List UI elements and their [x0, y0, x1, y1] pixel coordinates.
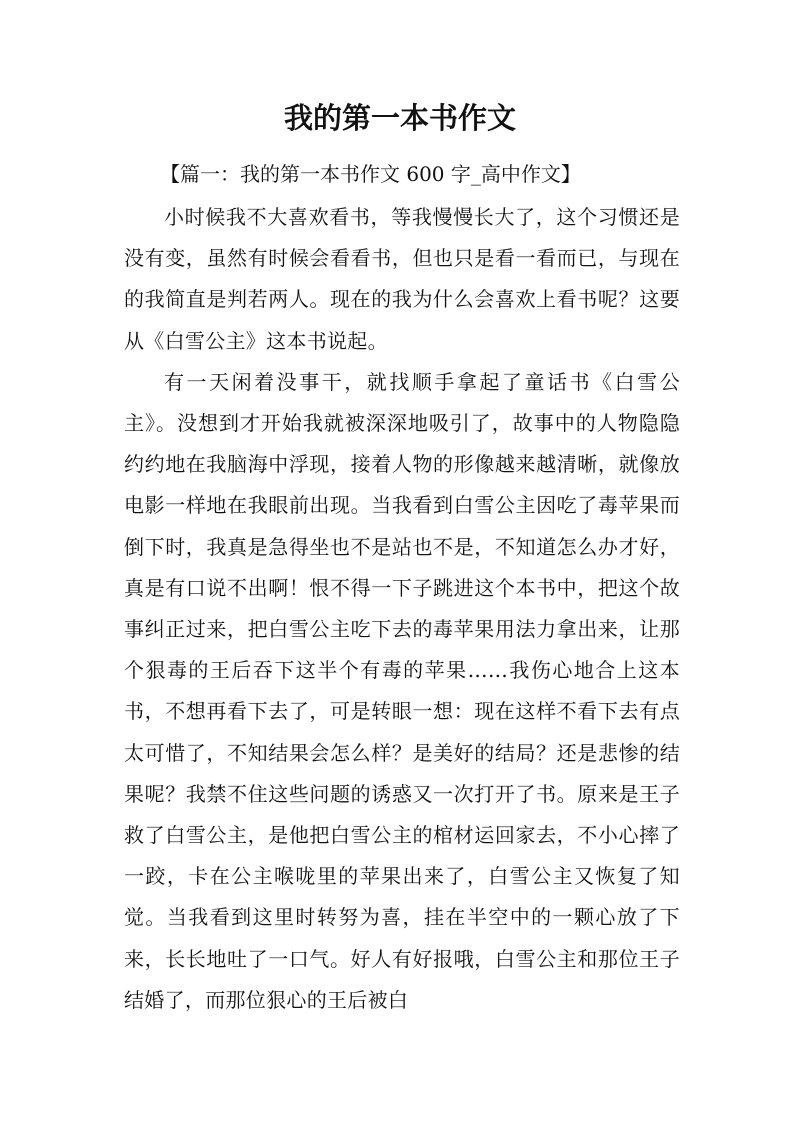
section-heading: 【篇一：我的第一本书作文 600 字_高中作文】: [160, 162, 581, 186]
paragraph-1: 小时候我不大喜欢看书，等我慢慢长大了，这个习惯还是没有变，虽然有时候会看看书，但也只是看一看而已，与现在的我简直是判若两人。现在的我为什么会喜欢上看书呢？这要从《白雪公主》这本书说起。: [124, 205, 680, 353]
paragraph-2: 有一天闲着没事干，就找顺手拿起了童话书《白雪公主》。没想到才开始我就被深深地吸引了，故事中的人物隐隐约约地在我脑海中浮现，接着人物的形像越来越清晰，就像放电影一样地在我眼前出现。当我看到白雪公主因吃了毒苹果而倒下时，我真是急得坐也不是站也不是，不知道怎么办才好，真是有口说不出啊！恨不得一下子跳进这个本书中，把这个故事纠正过来，把白雪公主吃下去的毒苹果用法力拿出来，让那个狠毒的王后吞下这半个有毒的苹果……我伤心地合上这本书，不想再看下去了，可是转眼一想：现在这样不看下去有点太可惜了，不知结果会怎么样？是美好的结局？还是悲惨的结果呢？我禁不住这些问题的诱惑又一次打开了书。原来是王子救了白雪公主，是他把白雪公主的棺材运回家去，不小心摔了一跤，卡在公主喉咙里的苹果出来了，白雪公主又恢复了知觉。当我看到这里时转努为喜，挂在半空中的一颗心放了下来，长长地吐了一口气。好人有好报哦，白雪公主和那位王子结婚了，而那位狠心的王后被白: [124, 369, 680, 1012]
essay-body: [124, 197, 680, 1021]
page-title: 我的第一本书作文: [283, 101, 516, 135]
